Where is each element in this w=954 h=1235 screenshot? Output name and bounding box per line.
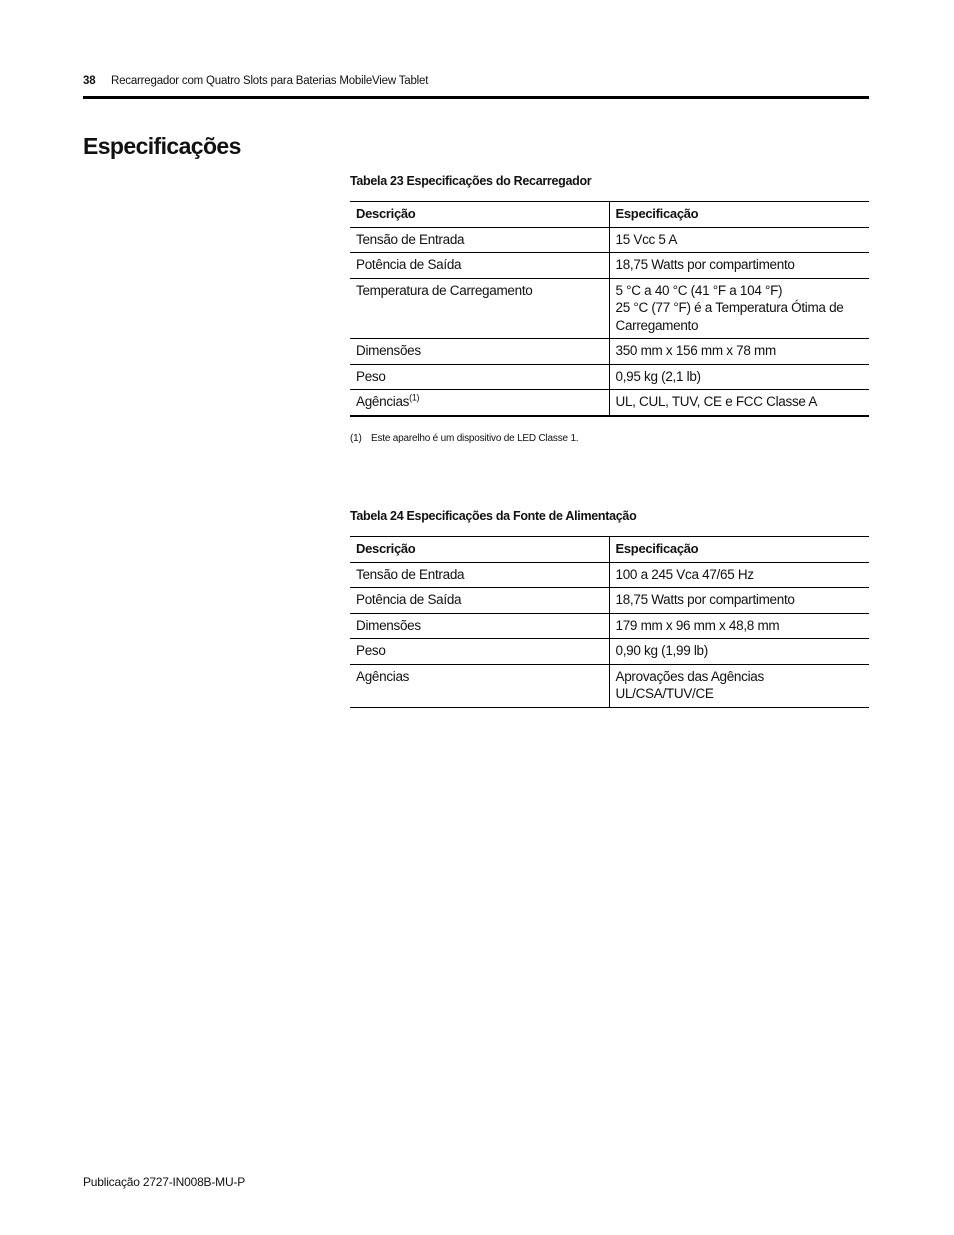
- table-cell: Dimensões: [350, 613, 609, 639]
- table-cell: Agências: [350, 664, 609, 707]
- table-cell: 18,75 Watts por compartimento: [609, 253, 869, 279]
- footnote-reference: (1): [409, 392, 420, 403]
- table-cell: Potência de Saída: [350, 253, 609, 279]
- page-number: 38: [83, 75, 96, 87]
- table23-charger-specs: [350, 201, 869, 417]
- running-title: Recarregador com Quatro Slots para Baterias MobileView Tablet: [111, 75, 429, 87]
- table-cell: 0,90 kg (1,99 lb): [609, 639, 869, 665]
- footnote-mark: (1): [350, 433, 362, 444]
- table-header-row: [350, 537, 869, 563]
- footnote-text: Este aparelho é um dispositivo de LED Classe 1.: [371, 433, 579, 444]
- table-cell: Potência de Saída: [350, 588, 609, 614]
- table-row: [350, 278, 869, 339]
- table24-power-supply-specs: [350, 536, 869, 708]
- table-cell: 15 Vcc 5 A: [609, 227, 869, 253]
- column-header-description: Descrição: [350, 202, 609, 228]
- table-cell: Peso: [350, 364, 609, 390]
- section-title: Especificações: [83, 133, 241, 159]
- column-header-specification: Especificação: [609, 537, 869, 563]
- table23-footnote: [350, 433, 578, 444]
- table-cell: Tensão de Entrada: [350, 562, 609, 588]
- table24-caption: Tabela 24 Especificações da Fonte de Alimentação: [350, 509, 637, 523]
- table-cell: Peso: [350, 639, 609, 665]
- table-row: [350, 562, 869, 588]
- page-footer: Publicação 2727-IN008B-MU-P: [83, 1175, 246, 1189]
- table-row: [350, 227, 869, 253]
- table-cell: Tensão de Entrada: [350, 227, 609, 253]
- agencias-label: Agências: [356, 394, 410, 409]
- table23-caption: Tabela 23 Especificações do Recarregador: [350, 174, 592, 188]
- table-row: [350, 253, 869, 279]
- table-cell: UL, CUL, TUV, CE e FCC Classe A: [615, 394, 818, 409]
- table-cell: Aprovações das Agências UL/CSA/TUV/CE: [615, 668, 764, 701]
- table-row: [350, 339, 869, 365]
- page-header: [83, 73, 869, 99]
- table-cell: 100 a 245 Vca 47/65 Hz: [609, 562, 869, 588]
- table-cell: Temperatura de Carregamento: [350, 278, 609, 339]
- table-row: [350, 664, 869, 707]
- table-cell: 179 mm x 96 mm x 48,8 mm: [609, 613, 869, 639]
- table-row: [350, 613, 869, 639]
- table-cell: 0,95 kg (2,1 lb): [609, 364, 869, 390]
- table-cell: 5 °C a 40 °C (41 °F a 104 °F) 25 °C (77 °F) é a Temperatura Ótima de Carregamento: [609, 278, 869, 339]
- table-header-row: [350, 202, 869, 228]
- table-cell: 350 mm x 156 mm x 78 mm: [609, 339, 869, 365]
- table-cell: Dimensões: [350, 339, 609, 365]
- column-header-specification: Especificação: [609, 202, 869, 228]
- table-row: [350, 639, 869, 665]
- table-row: [350, 588, 869, 614]
- column-header-description: Descrição: [350, 537, 609, 563]
- table-row: [350, 364, 869, 390]
- table-cell: [350, 390, 609, 416]
- table-cell: 18,75 Watts por compartimento: [609, 588, 869, 614]
- table-row: [350, 390, 869, 416]
